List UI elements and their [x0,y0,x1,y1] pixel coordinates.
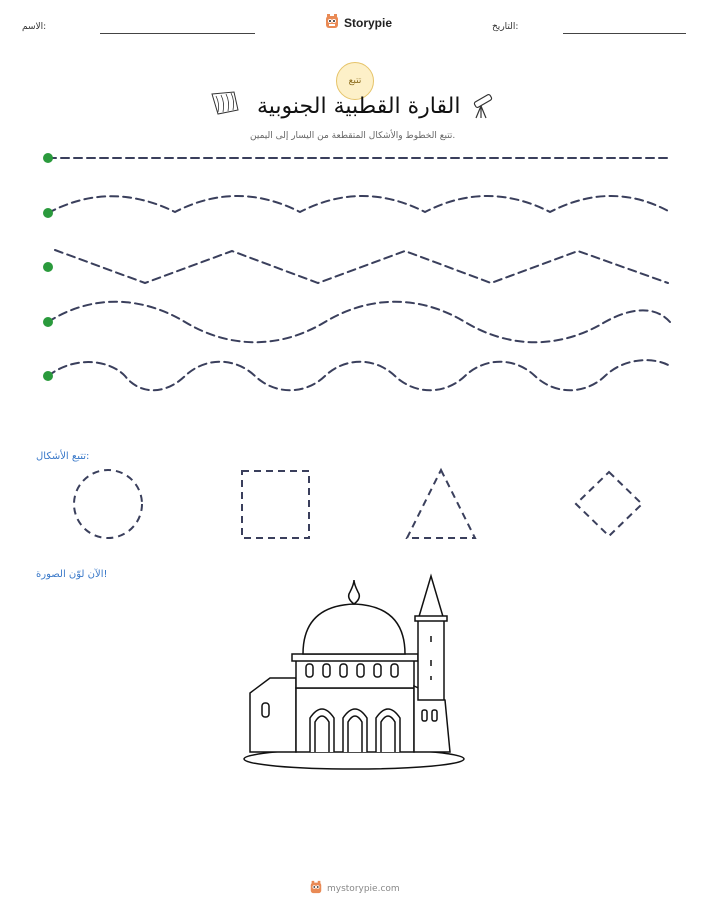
footer-mascot-icon [309,880,323,897]
coloring-heading: الآن لوّن الصورة! [36,569,108,580]
trace-line-wave-2 [48,302,670,343]
shape-diamond [576,472,642,536]
brand-name: Storypie [344,16,393,30]
name-label: الاسم: [22,22,47,32]
shape-square [242,471,309,538]
start-dot-5 [43,371,53,381]
date-label: التاريخ: [492,22,519,32]
badge-text: تتبع [348,76,362,86]
start-dot-2 [43,208,53,218]
footer [309,880,400,897]
shape-circle [74,470,142,538]
start-dot-1 [43,153,53,163]
start-dot-4 [43,317,53,327]
footer-site-link[interactable]: mystorypie.com [327,883,400,894]
shapes-heading: تتبع الأشكال: [36,451,90,462]
mosque-picture [244,576,464,769]
trace-line-wave-3 [48,360,670,390]
instruction: تتبع الخطوط والأشكال المتقطعة من اليسار إلى اليمين. [250,131,456,141]
shape-triangle [407,470,475,538]
page-title: القارة القطبية الجنوبية [257,94,461,119]
trace-line-wave-1 [48,196,670,213]
trace-line-zigzag [55,250,668,283]
start-dot-3 [43,262,53,272]
